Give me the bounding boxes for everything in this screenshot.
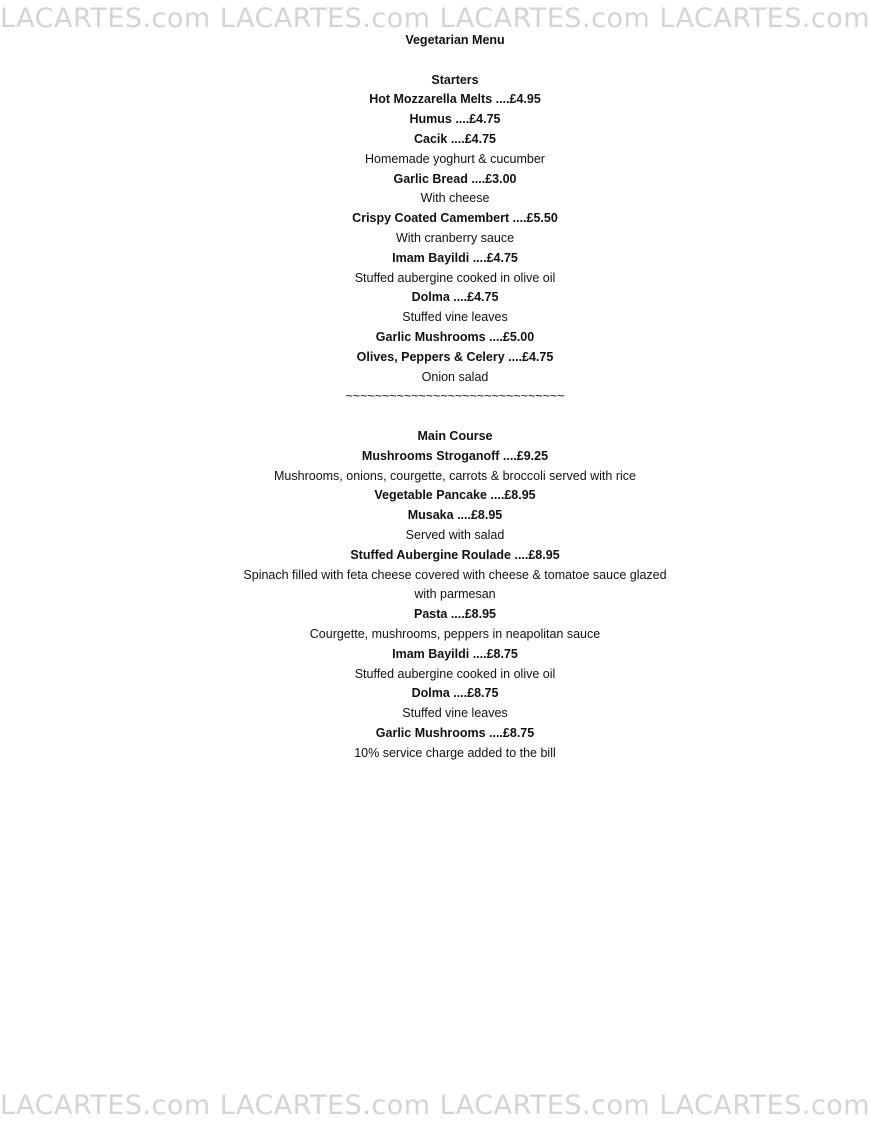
item-description: Mushrooms, onions, courgette, carrots & broccoli served with rice bbox=[274, 468, 636, 483]
item-name: Cacik ....£4.75 bbox=[413, 131, 496, 146]
item-name: Olives, Peppers & Celery ....£4.75 bbox=[356, 349, 554, 364]
menu-item bbox=[60, 288, 850, 328]
menu-item bbox=[60, 110, 850, 130]
menu-item bbox=[60, 684, 850, 724]
menu-item bbox=[60, 90, 850, 110]
item-description: With cranberry sauce bbox=[395, 230, 515, 245]
starters-heading: Starters bbox=[431, 72, 479, 87]
item-name: Imam Bayildi ....£4.75 bbox=[392, 250, 518, 265]
menu-item bbox=[60, 724, 850, 744]
watermark-top: LACARTES.com LACARTES.com LACARTES.com LACARTES.com bbox=[0, 3, 870, 34]
item-name: Humus ....£4.75 bbox=[409, 112, 501, 127]
item-name: Crispy Coated Camembert ....£5.50 bbox=[352, 211, 558, 226]
item-name: Musaka ....£8.95 bbox=[407, 508, 503, 523]
service-charge-note: 10% service charge added to the bill bbox=[354, 745, 556, 760]
item-description: Homemade yoghurt & cucumber bbox=[365, 151, 545, 166]
item-description: Stuffed aubergine cooked in olive oil bbox=[354, 270, 556, 285]
item-name: Vegetable Pancake ....£8.95 bbox=[374, 488, 536, 503]
item-description: Served with salad bbox=[405, 527, 505, 542]
menu-item bbox=[60, 328, 850, 348]
starters-section bbox=[60, 71, 850, 388]
item-name: Hot Mozzarella Melts ....£4.95 bbox=[369, 92, 541, 107]
item-name: Garlic Bread ....£3.00 bbox=[393, 171, 517, 186]
item-description: Spinach filled with feta cheese covered with cheese & tomatoe sauce glazed bbox=[243, 567, 667, 582]
item-name: Dolma ....£8.75 bbox=[411, 686, 499, 701]
item-name: Dolma ....£4.75 bbox=[411, 290, 499, 305]
main-course-section bbox=[60, 427, 850, 744]
menu-item bbox=[60, 506, 850, 546]
item-name: Imam Bayildi ....£8.75 bbox=[392, 646, 518, 661]
item-name: Garlic Mushrooms ....£8.75 bbox=[375, 725, 535, 740]
menu-item bbox=[60, 348, 850, 388]
menu bbox=[60, 31, 850, 763]
spacer bbox=[60, 407, 850, 427]
menu-item bbox=[60, 170, 850, 210]
watermark-bottom: LACARTES.com LACARTES.com LACARTES.com LACARTES.com bbox=[0, 1090, 870, 1121]
main-course-heading: Main Course bbox=[417, 428, 493, 443]
item-description: Stuffed vine leaves bbox=[402, 310, 508, 325]
item-name: Pasta ....£8.95 bbox=[413, 607, 496, 622]
menu-item bbox=[60, 249, 850, 289]
item-description: Onion salad bbox=[421, 369, 489, 384]
item-description: Stuffed vine leaves bbox=[402, 706, 508, 721]
item-name: Garlic Mushrooms ....£5.00 bbox=[375, 329, 535, 344]
menu-title: Vegetarian Menu bbox=[405, 33, 505, 47]
section-divider: ~~~~~~~~~~~~~~~~~~~~~~~~~~~~~~ bbox=[345, 389, 565, 404]
item-name: Stuffed Aubergine Roulade ....£8.95 bbox=[350, 547, 560, 562]
menu-item bbox=[60, 486, 850, 506]
item-description-continued: with parmesan bbox=[414, 587, 496, 602]
menu-item bbox=[60, 546, 850, 605]
item-name: Mushrooms Stroganoff ....£9.25 bbox=[361, 448, 549, 463]
item-description: Stuffed aubergine cooked in olive oil bbox=[354, 666, 556, 681]
item-description: With cheese bbox=[420, 191, 490, 206]
menu-item bbox=[60, 645, 850, 685]
menu-item bbox=[60, 605, 850, 645]
menu-item bbox=[60, 130, 850, 170]
spacer bbox=[60, 51, 850, 71]
menu-item bbox=[60, 447, 850, 487]
menu-item bbox=[60, 209, 850, 249]
item-description: Courgette, mushrooms, peppers in neapolitan sauce bbox=[309, 626, 601, 641]
